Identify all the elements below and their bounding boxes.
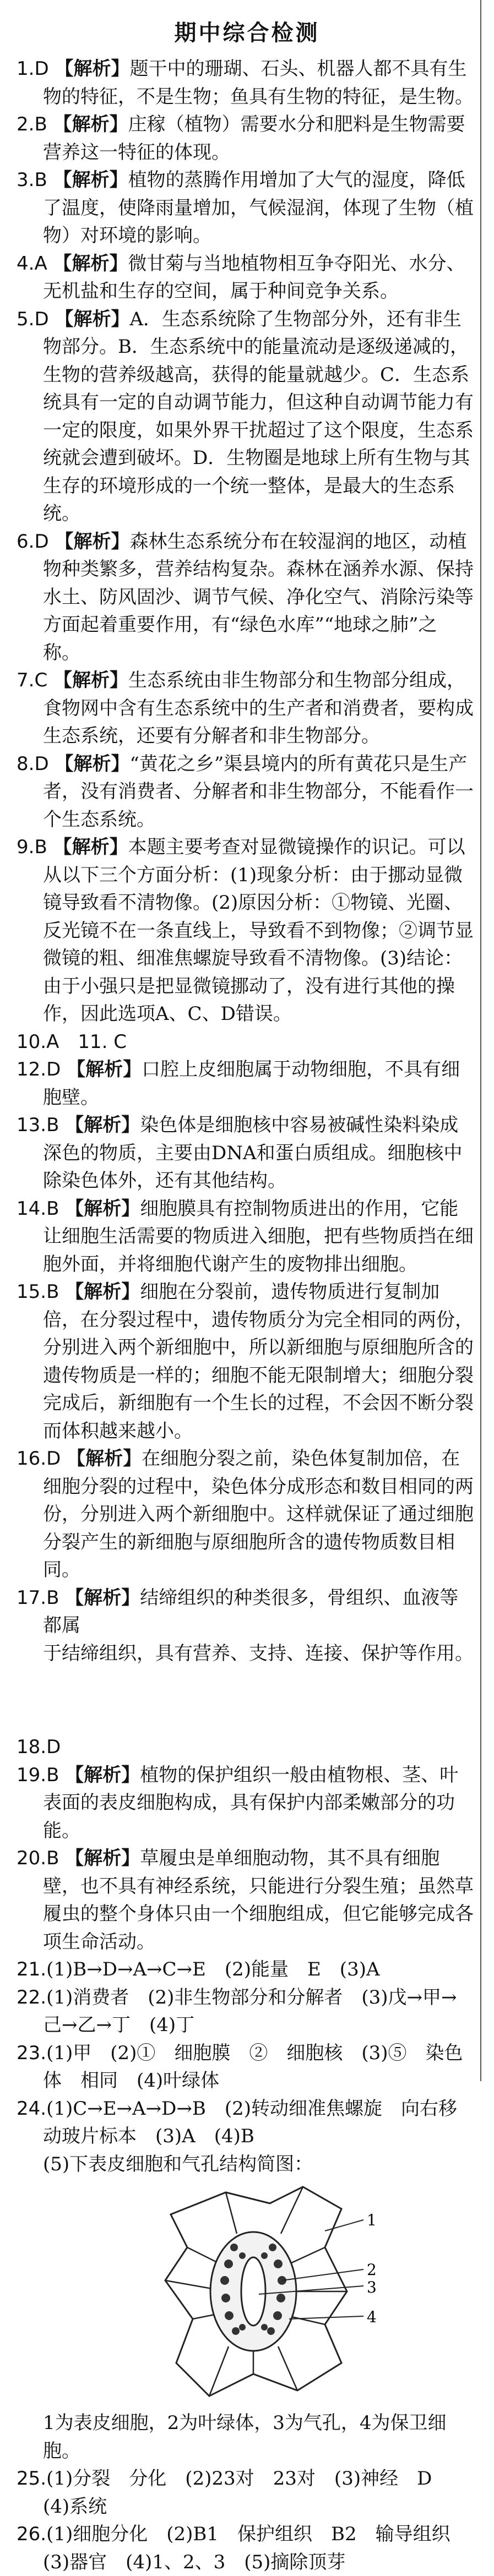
answer-text: (1)甲 (2)① 细胞膜 ② 细胞核 (3)⑤ 染色体 相同 (4)叶绿体	[43, 2042, 463, 2092]
analysis-tag: 【解析】	[55, 530, 130, 553]
answer-text: (1)B→D→A→C→E (2)能量 E (3)A	[46, 1958, 380, 1980]
answer-choice: B	[46, 1281, 59, 1303]
answer-choice: B	[34, 836, 47, 858]
figure-label-1: 1	[367, 2211, 377, 2229]
answer-text: (1)消费者 (2)非生物部分和分解者 (3)戊→甲→己→乙→丁 (4)丁	[43, 1986, 457, 2036]
answers-1-17	[17, 55, 474, 1640]
answer-number: 25.	[17, 2468, 47, 2490]
answer-number: 19.	[17, 1764, 47, 1786]
answer-item	[17, 1956, 474, 1984]
answer-choice: D	[34, 752, 49, 775]
column-divider	[480, 0, 481, 2081]
answer-number: 10.	[17, 1030, 47, 1053]
answer-17-continued: 于结缔组织，具有营养、支持、连接、保护等作用。	[43, 1642, 474, 1664]
answer-text: 草履虫是单细胞动物，其不具有细胞壁，也不具有神经系统，只能进行分裂生殖；虽然草履虫的整个身体只由一个细胞组成，但它能够完成各项生命活动。	[43, 1847, 474, 1953]
answer-choice: D	[34, 308, 49, 330]
analysis-tag: 【解析】	[53, 669, 129, 691]
analysis-tag: 【解析】	[65, 1281, 140, 1303]
answer-number: 1.	[17, 58, 35, 80]
answer-choice: D	[34, 58, 49, 80]
answer-number: 9.	[17, 836, 35, 858]
stomata-diagram	[160, 2181, 391, 2402]
answer-choice: B	[46, 1114, 59, 1136]
analysis-tag: 【解析】	[53, 252, 128, 275]
answer-number: 22.	[17, 1986, 47, 2009]
answer-item	[17, 750, 474, 834]
answer-number: 15.	[17, 1281, 47, 1303]
answer-choice: B	[46, 1586, 59, 1609]
answer-choice: D	[34, 530, 49, 553]
answer-item	[17, 1984, 474, 2039]
analysis-tag: 【解析】	[67, 1058, 142, 1080]
answer-text: 在细胞分裂之前，染色体复制加倍，在细胞分裂的过程中，染色体分成形态和数目相同的两份，分别进入两个新细胞中。这样就保证了通过细胞分裂产生的新细胞与原细胞所含的遗传物质数目相同。	[43, 1448, 474, 1581]
figure-label-2: 2	[367, 2261, 377, 2279]
leader-line-1	[325, 2220, 363, 2231]
answer-number: 13.	[17, 1114, 47, 1136]
answer-item	[17, 1733, 474, 1761]
answer-text: 生态系统由非生物部分和生物部分组成，食物网中含有生态系统中的生产者和消费者，要构成生态系统，还要有分解者和非生物部分。	[43, 669, 474, 747]
answer-number: 18.	[17, 1736, 47, 1758]
answer-item	[17, 305, 474, 528]
analysis-tag: 【解析】	[53, 169, 128, 191]
answer-number: 21.	[17, 1958, 47, 1980]
figure-caption: 1为表皮细胞，2为叶绿体，3为气孔，4为保卫细胞。	[43, 2412, 447, 2462]
column-gap	[17, 1667, 474, 1733]
answer-choice: D	[46, 1058, 61, 1080]
analysis-tag: 【解析】	[65, 1764, 140, 1786]
analysis-tag: 【解析】	[65, 1114, 140, 1136]
answer-number: 2.	[17, 113, 35, 135]
answer-item	[17, 55, 474, 111]
answer-choice: C	[34, 669, 48, 691]
analysis-tag: 【解析】	[65, 1197, 140, 1220]
answer-number: 26.	[17, 2523, 47, 2545]
answer-item	[17, 1445, 474, 1584]
answer-number: 23.	[17, 2042, 47, 2064]
answer-text: 本题主要考查对显微镜操作的识记。可以从以下三个方面分析：(1)现象分析：由于挪动显微镜导致看不清物像。(2)原因分析：①物镜、光圈、反光镜不在一条直线上，导致看不到物像；②调节显微镜的粗、细准焦螺旋导致看不清物像。(3)结论：由于小强只是把显微镜挪动了，没有进行其他的操作，因此选项A、C、D错误。	[43, 836, 474, 1025]
answer-list	[17, 55, 474, 2576]
leaf-epidermis-figure	[17, 2181, 474, 2407]
answer-number: 8.	[17, 752, 35, 775]
answer-item	[17, 2039, 474, 2095]
answer-number: 7.	[17, 669, 35, 691]
answer-number: 17.	[17, 1586, 47, 1609]
answer-item	[17, 1844, 474, 1956]
answers-25-26	[17, 2465, 474, 2576]
answer-item	[17, 1028, 474, 1056]
answer-item	[17, 1056, 474, 1111]
answer-item	[17, 1278, 474, 1445]
answer-item	[17, 1111, 474, 1195]
answer-item	[17, 2465, 474, 2520]
answer-choice: B	[46, 1197, 59, 1220]
answer-text: 庄稼（植物）需要水分和肥料是生物需要营养这一特征的体现。	[43, 113, 465, 163]
leader-line-4	[289, 2316, 363, 2319]
answer-text: A．生态系统除了生物部分外，还有非生物部分。B．生态系统中的能量流动是逐级递减的，生物的营养级越高，获得的能量就越少。C．生态系统具有一定的自动调节能力，但这种自动调节能力有一定的限度，如果外界干扰超过了这个限度，生态系统就会遭到破坏。D．生物圈是地球上所有生物与其生存的环境形成的一个统一整体，是最大的生态系统。	[43, 308, 474, 525]
answer-choice: B	[34, 169, 47, 191]
answer-item	[17, 528, 474, 667]
analysis-tag: 【解析】	[65, 1586, 140, 1609]
figure-label-4: 4	[367, 2308, 377, 2326]
answer-item	[17, 1761, 474, 1845]
analysis-tag: 【解析】	[53, 836, 128, 858]
answer-text: 口腔上皮细胞属于动物细胞，不具有细胞壁。	[43, 1058, 460, 1109]
analysis-tag: 【解析】	[55, 752, 130, 775]
answer-choice: B	[46, 1764, 59, 1786]
answer-item	[17, 250, 474, 305]
analysis-tag: 【解析】	[65, 1847, 140, 1869]
answer-number: 5.	[17, 308, 35, 330]
answer-item	[17, 667, 474, 750]
answer-text: 细胞膜具有控制物质进出的作用，它能让细胞生活需要的物质进入细胞，把有些物质挡在细胞外面，并将细胞代谢产生的废物排出细胞。	[43, 1197, 474, 1275]
answer-item	[17, 2520, 474, 2576]
answer-item	[17, 2095, 474, 2151]
answer-text: (1)细胞分化 (2)B1 保护组织 B2 输导组织 (3)器官 (4)1、2、3 (5)摘除顶芽	[43, 2523, 469, 2573]
answer-text: 结缔组织的种类很多，骨组织、血液等都属	[43, 1586, 459, 1636]
answer-text: (1)分裂 分化 (2)23对 23对 (3)神经 D (4)系统	[43, 2468, 451, 2518]
answer-text: 植物的保护组织一般由植物根、茎、叶表面的表皮细胞构成，具有保护内部柔嫩部分的功能。	[43, 1764, 459, 1842]
answer-choice: D	[46, 1448, 61, 1470]
answer-text: 题干中的珊瑚、石头、机器人都不具有生物的特征，不是生物；鱼具有生物的特征，是生物。	[43, 58, 474, 108]
analysis-tag: 【解析】	[55, 308, 130, 330]
answer-choice: D	[46, 1736, 61, 1758]
answer-text: 森林生态系统分布在较湿润的地区，动植物种类繁多，营养结构复杂。森林在涵养水源、保持水土、防风固沙、调节气候、净化空气、消除污染等方面起着重要作用，有“绿色水库”“地球之肺”之称。	[43, 530, 474, 664]
answer-item	[17, 833, 474, 1028]
figure-label-3: 3	[367, 2278, 377, 2296]
answer-text: (1)C→E→A→D→B (2)转动细准焦螺旋 向右移动玻片标本 (3)A (4)B	[43, 2097, 457, 2147]
answer-number: 14.	[17, 1197, 47, 1220]
answer-item	[17, 1195, 474, 1279]
answer-number: 24.	[17, 2097, 47, 2120]
answer-choice: B	[34, 113, 47, 135]
answer-number: 3.	[17, 169, 35, 191]
answer-text: 染色体是细胞核中容易被碱性染料染成深色的物质，主要由DNA和蛋白质组成。细胞核中除染色体外，还有其他结构。	[43, 1114, 463, 1192]
answer-choice: B	[46, 1847, 59, 1869]
answer-choice: A 11. C	[46, 1030, 127, 1053]
answer-choice: A	[34, 252, 47, 275]
stoma-opening	[241, 2257, 265, 2326]
answer-item	[17, 166, 474, 250]
answer-number: 4.	[17, 252, 35, 275]
answer-item	[17, 1584, 474, 1640]
analysis-tag: 【解析】	[67, 1448, 142, 1470]
answers-18-24	[17, 1733, 474, 2151]
answer-24-sub5: (5)下表皮细胞和气孔结构简图：	[43, 2153, 313, 2175]
answer-item	[17, 111, 474, 166]
answer-number: 12.	[17, 1058, 47, 1080]
answer-number: 6.	[17, 530, 35, 553]
analysis-tag: 【解析】	[53, 113, 128, 135]
analysis-tag: 【解析】	[55, 58, 130, 80]
answer-text: “黄花之乡”渠县境内的所有黄花只是生产者，没有消费者、分解者和非生物部分，不能看作一个生态系统。	[43, 752, 474, 831]
answer-text: 微甘菊与当地植物相互争夺阳光、水分、无机盐和生存的空间，属于种间竞争关系。	[43, 252, 465, 302]
answer-number: 20.	[17, 1847, 47, 1869]
answer-text: 植物的蒸腾作用增加了大气的湿度，降低了温度，使降雨量增加，气候湿润，体现了生物（植物）对环境的影响。	[43, 169, 474, 247]
answer-text: 细胞在分裂前，遗传物质进行复制加倍，在分裂过程中，遗传物质分为完全相同的两份，分别进入两个新细胞中，所以新细胞与原细胞所含的遗传物质是一样的；细胞不能无限制增大；细胞分裂完成后，新细胞有一个生长的过程，不会因不断分裂而体积越来越小。	[43, 1281, 474, 1442]
answer-number: 16.	[17, 1448, 47, 1470]
page-title: 期中综合检测	[174, 20, 320, 46]
